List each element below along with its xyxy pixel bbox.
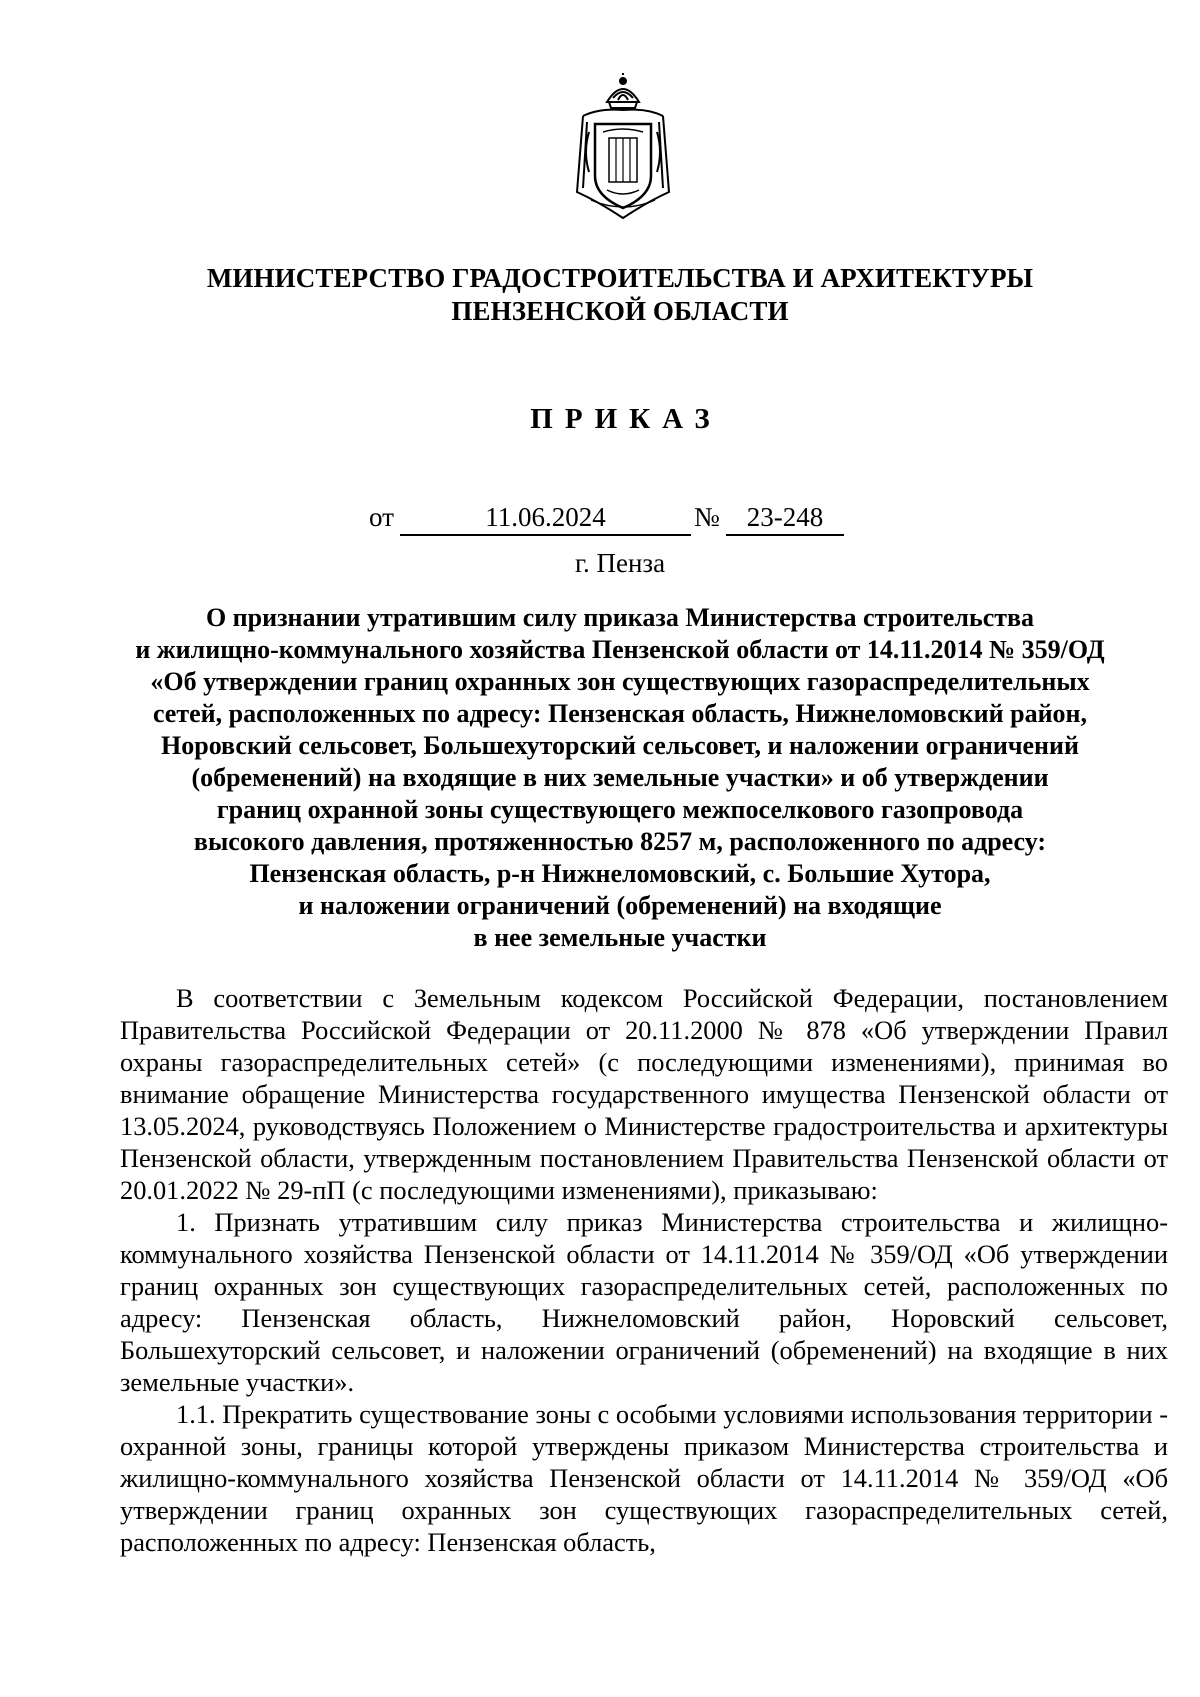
subject-line: границ охранной зоны существующего межпоселкового газопровода bbox=[216, 795, 1024, 824]
subject-line: сетей, расположенных по адресу: Пензенская область, Нижнеломовский район, bbox=[152, 699, 1088, 728]
subject-line: Пензенская область, р-н Нижнеломовский, с. Большие Хутора, bbox=[249, 859, 991, 888]
subject-line: в нее земельные участки bbox=[473, 923, 767, 952]
coat-of-arms-icon bbox=[569, 72, 677, 220]
order-number: 23-248 bbox=[726, 500, 844, 536]
order-body bbox=[120, 982, 1168, 1558]
city: г. Пенза bbox=[574, 548, 666, 578]
subject-line: (обременений) на входящие в них земельные участки» и об утверждении bbox=[191, 763, 1049, 792]
subject-line: О признании утратившим силу приказа Министерства строительства bbox=[205, 603, 1035, 632]
ministry-name bbox=[120, 262, 1120, 328]
clause-1-paragraph: 1. Признать утратившим силу приказ Министерства строительства и жилищно-коммунального хозяйства Пензенской области от 14.11.2014 № 359/ОД «Об утверждении границ охранных зон существующих газораспределительных сетей, расположенных по адресу: Пензенская область, Нижнеломовский район, Норовский сельсовет, Большехуторский сельсовет, и наложении ограничений (обременений) на входящие в них земельные участки». bbox=[120, 1207, 1168, 1397]
subject-line: и наложении ограничений (обременений) на входящие bbox=[298, 891, 942, 920]
order-date: 11.06.2024 bbox=[400, 500, 691, 536]
preamble-paragraph: В соответствии с Земельным кодексом Российской Федерации, постановлением Правительства Российской Федерации от 20.11.2000 № 878 «Об утверждении Правил охраны газораспределительных сетей» (с последующими изменениями), принимая во внимание обращение Министерства государственного имущества Пензенской области от 13.05.2024, руководствуясь Положением о Министерстве градостроительства и архитектуры Пензенской области, утвержденным постановлением Правительства Пензенской области от 20.01.2022 № 29-пП (с последующими изменениями), приказываю: bbox=[120, 983, 1168, 1205]
subject-line: «Об утверждении границ охранных зон существующих газораспределительных bbox=[150, 667, 1090, 696]
clause-1-1-paragraph: 1.1. Прекратить существование зоны с особыми условиями использования территории - охранной зоны, границы которой утверждены приказом Министерства строительства и жилищно-коммунального хозяйства Пензенской области от 14.11.2014 № 359/ОД «Об утверждении границ охранных зон существующих газораспределительных сетей, расположенных по адресу: Пензенская область, bbox=[120, 1399, 1168, 1557]
order-subject bbox=[120, 602, 1120, 954]
ministry-name-line1: МИНИСТЕРСТВО ГРАДОСТРОИТЕЛЬСТВА И АРХИТЕКТУРЫ bbox=[206, 263, 1034, 293]
date-prefix: от bbox=[369, 502, 394, 532]
subject-line: высокого давления, протяженностью 8257 м, расположенного по адресу: bbox=[193, 827, 1047, 856]
subject-line: Норовский сельсовет, Большехуторский сельсовет, и наложении ограничений bbox=[161, 731, 1079, 760]
subject-line: и жилищно-коммунального хозяйства Пензенской области от 14.11.2014 № 359/ОД bbox=[135, 635, 1105, 664]
ministry-name-line2: ПЕНЗЕНСКОЙ ОБЛАСТИ bbox=[451, 296, 789, 326]
number-prefix: № bbox=[694, 502, 720, 532]
order-date-number-line bbox=[0, 500, 1200, 536]
document-title: ПРИКАЗ bbox=[530, 403, 722, 435]
